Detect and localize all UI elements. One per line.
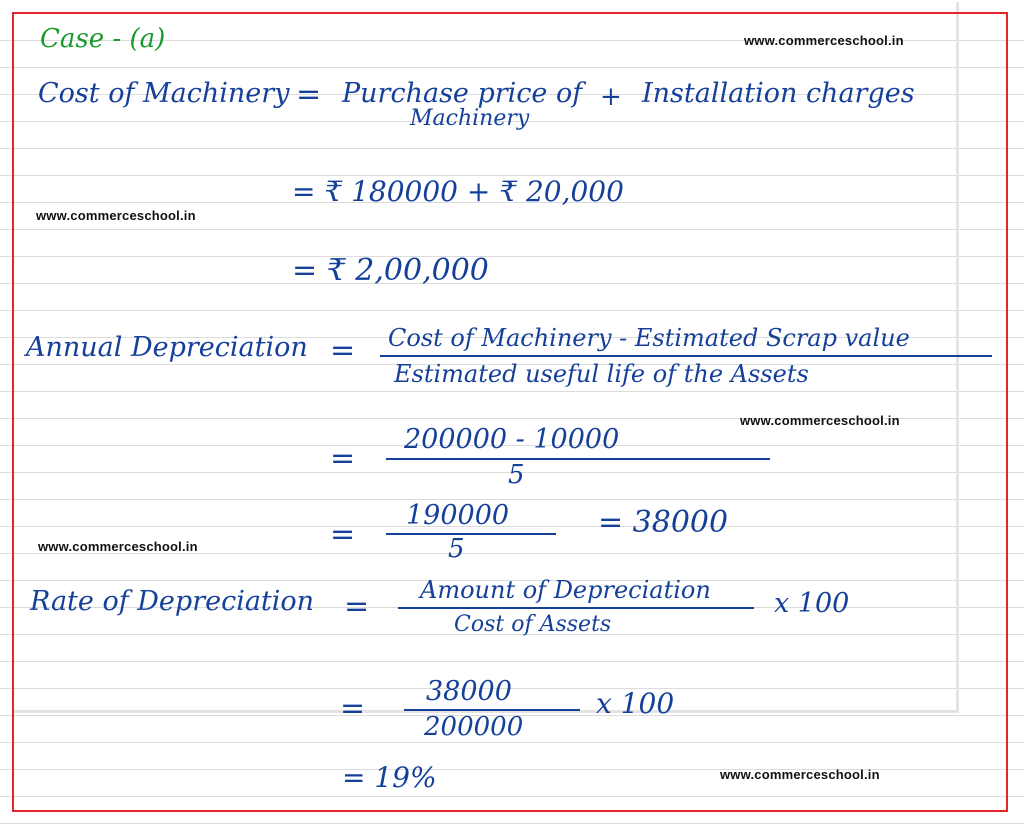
annual-numerator: Cost of Machinery - Estimated Scrap value — [388, 324, 910, 352]
cost-term1-line2: Machinery — [410, 106, 530, 131]
rate-step1-bar — [404, 709, 580, 711]
watermark-4: www.commerceschool.in — [38, 539, 198, 554]
cost-term2: Installation charges — [642, 78, 915, 109]
annual-step1-denominator: 5 — [508, 460, 525, 490]
annual-step1-numerator: 200000 - 10000 — [404, 424, 620, 455]
rate-step1-times: x 100 — [596, 687, 675, 720]
cost-term1-line1: Purchase price of — [342, 78, 583, 109]
rate-step1-numerator: 38000 — [426, 676, 512, 707]
watermark-2: www.commerceschool.in — [36, 208, 196, 223]
annual-step2-equals: = — [330, 517, 356, 552]
cost-equals: = — [296, 77, 322, 112]
annual-step1-equals: = — [330, 441, 356, 476]
annual-fraction-bar — [380, 355, 992, 357]
annual-equals: = — [330, 333, 356, 368]
rate-label: Rate of Depreciation — [30, 586, 315, 617]
rate-times: x 100 — [774, 588, 850, 619]
annual-step2-denominator: 5 — [448, 534, 465, 564]
annual-step2-result: = 38000 — [598, 505, 729, 540]
rate-denominator: Cost of Assets — [454, 612, 612, 637]
rate-equals: = — [344, 589, 370, 624]
cost-calc: = ₹ 180000 + ₹ 20,000 — [292, 175, 624, 208]
cost-result: = ₹ 2,00,000 — [292, 253, 489, 288]
annual-denominator: Estimated useful life of the Assets — [394, 360, 809, 388]
watermark-3: www.commerceschool.in — [740, 413, 900, 428]
watermark-1: www.commerceschool.in — [744, 33, 904, 48]
watermark-5: www.commerceschool.in — [720, 767, 880, 782]
annual-step2-bar — [386, 533, 556, 535]
annual-label: Annual Depreciation — [26, 332, 308, 363]
rate-fraction-bar — [398, 607, 754, 609]
cost-label: Cost of Machinery — [38, 78, 290, 109]
annual-step2-numerator: 190000 — [406, 500, 510, 531]
annual-step1-bar — [386, 458, 770, 460]
cost-plus: + — [600, 82, 622, 112]
rate-numerator: Amount of Depreciation — [420, 576, 711, 604]
rate-result: = 19% — [342, 761, 437, 794]
rate-step1-equals: = — [340, 691, 366, 726]
rate-step1-denominator: 200000 — [424, 712, 524, 742]
case-heading: Case - (a) — [40, 24, 166, 54]
